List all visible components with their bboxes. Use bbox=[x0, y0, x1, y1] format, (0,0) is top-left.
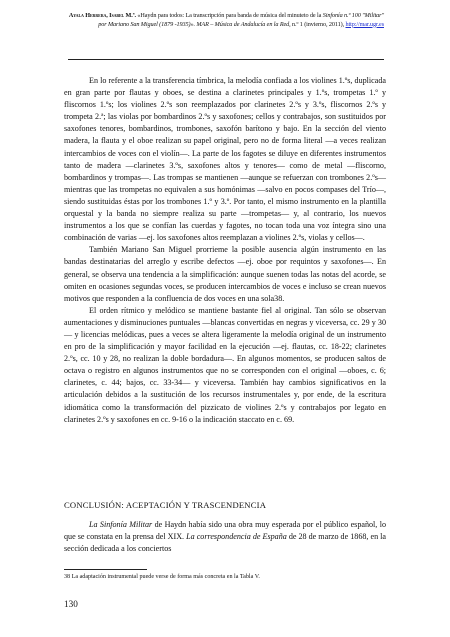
work-title-italic: La Sinfonía Militar bbox=[89, 520, 153, 529]
header-work: Sinfonía n.º 100 "Militar" por Mariano San Miguel (1879 -1935)». bbox=[98, 12, 384, 28]
body-paragraph: También Mariano San Miguel prorrieme la posible ausencia algún instrumento en las bandas destinatarias del arreglo y escribe defectos —ej. oboe por requintos y saxofones—. En general, se observa una tendencia a la simplificación: aunque suenen todas las notas del acorde, se omiten en ocasiones segundas voces, se producen intercambios de voces e incluso se crean nuevos motivos que responden a la confluencia de dos voces en una sola38. bbox=[64, 245, 386, 303]
header-issue: n.º 1 (invierno, 2011), bbox=[292, 20, 345, 28]
body-paragraph: El orden rítmico y melódico se mantiene bastante fiel al original. Tan sólo se observan aumentaciones y disminuciones puntuales —blancas convertidas en negras y viceversa, cc. 29 y 30— y licencias melódicas, pues a veces se altera ligeramente la melodía original de un instrumento en pro de la simplificación y mayor facilidad en la ejecución —ej. flautas, cc. 18-22; clarinetes 2.ºs, cc. 10 y 28, no realizan la doble bordadura—. En algunos momentos, se producen saltos de octava o registro en algunos instrumentos que no se corresponden con el original —oboes, c. 6; clarinetes, c. 44; bajos, cc. 33-34— y viceversa. También hay cambios significativos en la articulación debidos a la sustitución de los recursos instrumentales y, por ende, de la escritura idiomática como la transformación del pizzicato de violines 2.ºs y contrabajos por legato en clarinetes 2.ºs y saxofones en cc. 9-16 o la indicación staccato en c. 69. bbox=[64, 305, 386, 424]
running-header bbox=[66, 12, 384, 29]
body-paragraph: En lo referente a la transferencia tímbrica, la melodía confiada a los violines 1.ºs, duplicada en gran parte por flautas y oboes, se destina a clarinetes principales y 1.ºs, trompetas 1.º y fliscornos 1.ºs; los violines 2.ºs son reemplazados por clarinetes 2.ºs y 3.ºs, fliscornos 2.ºs y trompeta 2.ª; las violas por bombardinos 2.ºs y saxofones; cellos y contrabajos, son sustituidos por saxofones tenores, bombardinos, trombones, saxofón barítono y bajo. En la sección del viento madera, la flauta y el oboe realizan su papel original, pero no de forma literal —a veces realizan intercambios de voces con el violín—. La parte de los fagotes se diluye en diferentes instrumentos tanto de madera —clarinetes 3.ºs, saxofones altos y tenores— como de metal —fliscorno, bombardinos y trompas—. Las trompas se mantienen —aunque se refuerzan con trombones 2.ºs— mientras que las trompetas no equivalen a sus homónimas —salvo en pocos compases del Trío—, siendo sustituidas éstas por los trombones 1.º y 3.º. Por tanto, el mismo instrumento en la plantilla orquestal y la banda no siempre realiza su parte —trompetas— y, al contrario, los nuevos instrumentos a los que se confían las cuerdas y fagotes, no tocan toda una voz íntegra sino una combinación de varias —ej. los saxofones altos reemplazan a violines 2.ºs, violas y cellos—. bbox=[64, 76, 386, 243]
body-text bbox=[64, 75, 386, 426]
footnote: 38 La adaptación instrumental puede verse de forma más concreta en la Tabla V. bbox=[64, 574, 260, 580]
conclusion-text-a: de Haydn había sido una obra muy esperada por el público español, lo que se constata en la prensa del XIX. bbox=[64, 520, 386, 542]
footnote-divider bbox=[64, 569, 147, 570]
section-heading: CONCLUSIÓN: ACEPTACIÓN Y TRASCENDENCIA bbox=[64, 500, 267, 510]
header-url-link[interactable]: http://mar.ugr.es bbox=[345, 20, 384, 28]
header-divider bbox=[68, 59, 384, 60]
conclusion-paragraph bbox=[64, 519, 386, 555]
conclusion-text-b: de 28 de marzo de 1868, en la sección dedicada a los conciertos bbox=[64, 532, 386, 554]
header-journal: MAR – Música de Andalucía en la Red, bbox=[196, 20, 291, 28]
page-number: 130 bbox=[64, 599, 78, 609]
conclusion-text bbox=[64, 519, 386, 555]
header-title: «Haydn para todos: La transcripción para banda de música del minuteto de la bbox=[137, 12, 322, 19]
header-author: Ayala Herrera, Isabel M.ª. bbox=[68, 12, 136, 19]
newspaper-title-italic: La correspondencia de España bbox=[186, 532, 287, 542]
